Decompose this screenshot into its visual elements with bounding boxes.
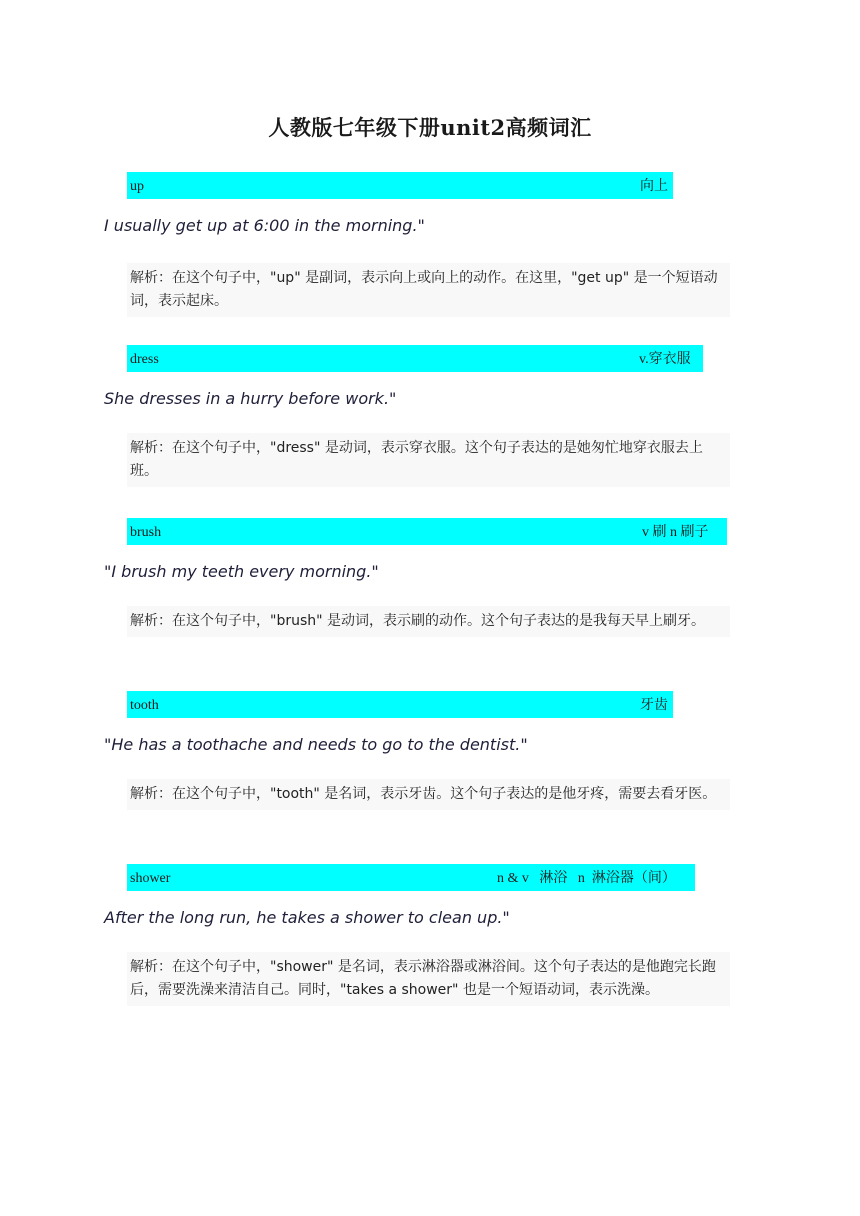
vocab-word: shower [130,871,171,886]
page-title: 人教版七年级下册unit2高频词汇 [268,115,592,140]
word-bar [127,864,695,891]
example-sentence: "I brush my teeth every morning." [104,562,379,581]
vocab-word: brush [130,525,162,540]
vocab-word: tooth [130,698,159,713]
word-bar [127,345,703,372]
vocab-meaning: n & v 淋浴 n 淋浴器（间） [497,871,676,886]
word-bar [127,518,727,545]
example-sentence: After the long run, he takes a shower to clean up." [104,908,510,927]
vocab-word: dress [130,352,159,367]
vocab-word: up [130,179,144,194]
example-sentence: I usually get up at 6:00 in the morning." [104,216,425,235]
analysis-text: 解析：在这个句子中，"brush" 是动词，表示刷的动作。这个句子表达的是我每天早上刷牙。 [127,606,730,637]
word-bar [127,691,673,718]
analysis-text: 解析：在这个句子中，"tooth" 是名词，表示牙齿。这个句子表达的是他牙疼，需要去看牙医。 [127,779,730,810]
analysis-text: 解析：在这个句子中，"up" 是副词，表示向上或向上的动作。在这里，"get up" 是一个短语动词，表示起床。 [127,263,730,317]
vocab-meaning: v.穿衣服 [639,352,691,367]
word-bar [127,172,673,199]
analysis-text: 解析：在这个句子中，"shower" 是名词，表示淋浴器或淋浴间。这个句子表达的是他跑完长跑后，需要洗澡来清洁自己。同时，"takes a shower" 也是一个短语动词，表示洗澡。 [127,952,730,1006]
vocab-meaning: 向上 [640,179,668,194]
example-sentence: She dresses in a hurry before work." [104,389,397,408]
example-sentence: "He has a toothache and needs to go to the dentist." [104,735,528,754]
vocab-meaning: v 刷 n 刷子 [642,525,709,540]
vocab-meaning: 牙齿 [640,698,668,713]
analysis-text: 解析：在这个句子中，"dress" 是动词，表示穿衣服。这个句子表达的是她匆忙地穿衣服去上班。 [127,433,730,487]
